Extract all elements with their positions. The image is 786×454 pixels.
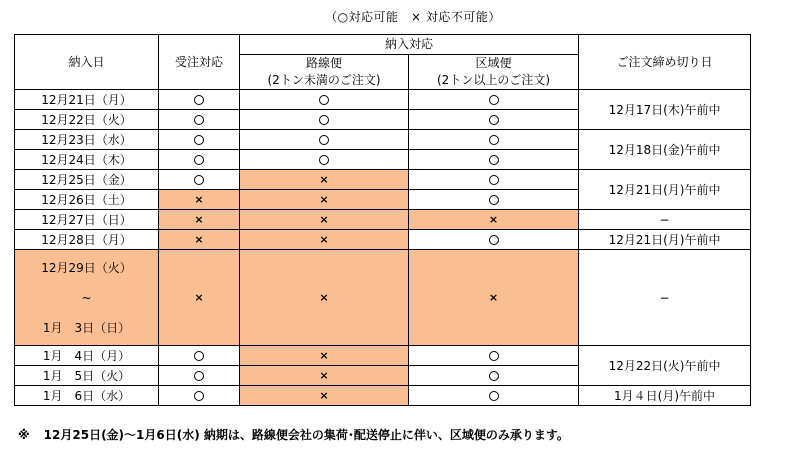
date-range-start: 12月29日（火）	[41, 260, 132, 275]
area-cell	[409, 130, 579, 150]
table-row	[15, 386, 751, 406]
order-cell	[159, 90, 240, 110]
area-note: (2トン以上のご注文)	[437, 73, 550, 87]
deadline-cell: 12月17日(木)午前中	[579, 90, 751, 130]
date-cell: 12月28日（月）	[15, 230, 159, 250]
available-mark	[194, 95, 204, 105]
area-cell	[409, 366, 579, 386]
route-cell	[240, 386, 409, 406]
unavailable-mark: ×	[319, 213, 329, 226]
route-cell	[240, 366, 409, 386]
route-cell	[240, 170, 409, 190]
unavailable-mark: ×	[488, 291, 499, 304]
order-cell	[159, 150, 240, 170]
table-row	[15, 346, 751, 366]
available-mark	[489, 351, 499, 361]
available-mark	[489, 391, 499, 401]
table-row	[15, 250, 751, 346]
unavailable-mark: ×	[319, 173, 329, 186]
table-row	[15, 170, 751, 190]
area-cell	[409, 230, 579, 250]
date-cell: 1月 4日（月）	[15, 346, 159, 366]
order-cell	[159, 110, 240, 130]
header-delivery-date: 納入日	[15, 35, 159, 90]
date-cell: 12月22日（火）	[15, 110, 159, 130]
available-mark	[489, 115, 499, 125]
available-mark	[194, 391, 204, 401]
route-note: (2トン未満のご注文)	[267, 73, 381, 87]
header-delivery-support: 納入対応	[240, 35, 579, 55]
order-cell	[159, 130, 240, 150]
unavailable-mark: ×	[319, 291, 329, 304]
available-mark	[194, 135, 204, 145]
deadline-cell	[579, 210, 751, 230]
route-cell	[240, 150, 409, 170]
available-mark	[489, 175, 499, 185]
footnote	[18, 426, 569, 443]
unavailable-mark: ×	[488, 213, 499, 226]
deadline-cell: 12月22日(火)午前中	[579, 346, 751, 386]
route-cell	[240, 190, 409, 210]
available-mark	[194, 155, 204, 165]
deadline-cell: 12月21日(月)午前中	[579, 170, 751, 210]
route-cell	[240, 130, 409, 150]
unavailable-mark: ×	[194, 213, 204, 226]
date-cell: 12月27日（日）	[15, 210, 159, 230]
order-cell	[159, 210, 240, 230]
area-cell	[409, 170, 579, 190]
available-mark	[319, 155, 329, 165]
date-cell: 1月 5日（火）	[15, 366, 159, 386]
order-cell	[159, 170, 240, 190]
unavailable-mark: ×	[319, 369, 329, 382]
available-mark	[489, 371, 499, 381]
date-cell: 12月26日（土）	[15, 190, 159, 210]
available-mark	[489, 155, 499, 165]
header-area-delivery	[409, 55, 579, 90]
unavailable-mark: ×	[319, 233, 329, 246]
table-row	[15, 210, 751, 230]
unavailable-mark: ×	[319, 193, 329, 206]
available-mark	[319, 115, 329, 125]
route-cell	[240, 230, 409, 250]
date-range-end: 1月 3日（日）	[42, 320, 131, 335]
area-cell	[409, 150, 579, 170]
table-row	[15, 230, 751, 250]
table-row	[15, 90, 751, 110]
area-cell	[409, 190, 579, 210]
header-route-delivery	[240, 55, 409, 90]
available-mark	[194, 175, 204, 185]
deadline-cell: 12月18日(金)午前中	[579, 130, 751, 170]
date-cell: 12月21日（月）	[15, 90, 159, 110]
route-cell	[240, 110, 409, 130]
unavailable-mark: ×	[319, 389, 329, 402]
unavailable-mark: ×	[194, 291, 204, 304]
area-cell	[409, 90, 579, 110]
table-row	[15, 130, 751, 150]
deadline-cell	[579, 250, 751, 346]
date-cell: 12月23日（水）	[15, 130, 159, 150]
area-title: 区域便	[475, 56, 512, 70]
no-deadline-dash: −	[659, 212, 670, 227]
area-cell	[409, 210, 579, 230]
unavailable-mark: ×	[194, 233, 204, 246]
available-mark	[194, 371, 204, 381]
area-cell	[409, 250, 579, 346]
route-cell	[240, 346, 409, 366]
area-cell	[409, 346, 579, 366]
order-cell	[159, 386, 240, 406]
available-mark	[489, 235, 499, 245]
unavailable-mark: ×	[194, 193, 204, 206]
order-cell	[159, 190, 240, 210]
route-title: 路線便	[305, 56, 342, 70]
order-cell	[159, 346, 240, 366]
order-cell	[159, 366, 240, 386]
header-order-support: 受注対応	[159, 35, 240, 90]
order-cell	[159, 250, 240, 346]
deadline-cell: 1月４日(月)午前中	[579, 386, 751, 406]
available-mark	[194, 115, 204, 125]
deadline-cell: 12月21日(月)午前中	[579, 230, 751, 250]
date-cell: 1月 6日（水）	[15, 386, 159, 406]
area-cell	[409, 110, 579, 130]
available-mark	[489, 95, 499, 105]
available-mark	[319, 135, 329, 145]
date-range-cell	[15, 250, 159, 346]
order-cell	[159, 230, 240, 250]
route-cell	[240, 210, 409, 230]
header-row-1	[15, 35, 751, 55]
footnote-text: 12月25日(金)～1月6日(水) 納期は、路線便会社の集荷･配送停止に伴い、区域便のみ承ります。	[43, 428, 569, 442]
available-mark	[194, 351, 204, 361]
legend-text: （○対応可能 × 対応不可能）	[325, 10, 501, 24]
route-cell	[240, 90, 409, 110]
delivery-schedule-table	[14, 34, 751, 406]
route-cell	[240, 250, 409, 346]
area-cell	[409, 386, 579, 406]
available-mark	[319, 95, 329, 105]
date-cell: 12月24日（木）	[15, 150, 159, 170]
legend	[0, 8, 786, 25]
header-deadline: ご注文締め切り日	[579, 35, 751, 90]
footnote-mark: ※	[18, 428, 30, 442]
no-deadline-dash: −	[659, 290, 670, 305]
available-mark	[489, 195, 499, 205]
unavailable-mark: ×	[319, 349, 329, 362]
date-cell: 12月25日（金）	[15, 170, 159, 190]
date-range-tilde: ~	[81, 290, 92, 305]
available-mark	[489, 135, 499, 145]
